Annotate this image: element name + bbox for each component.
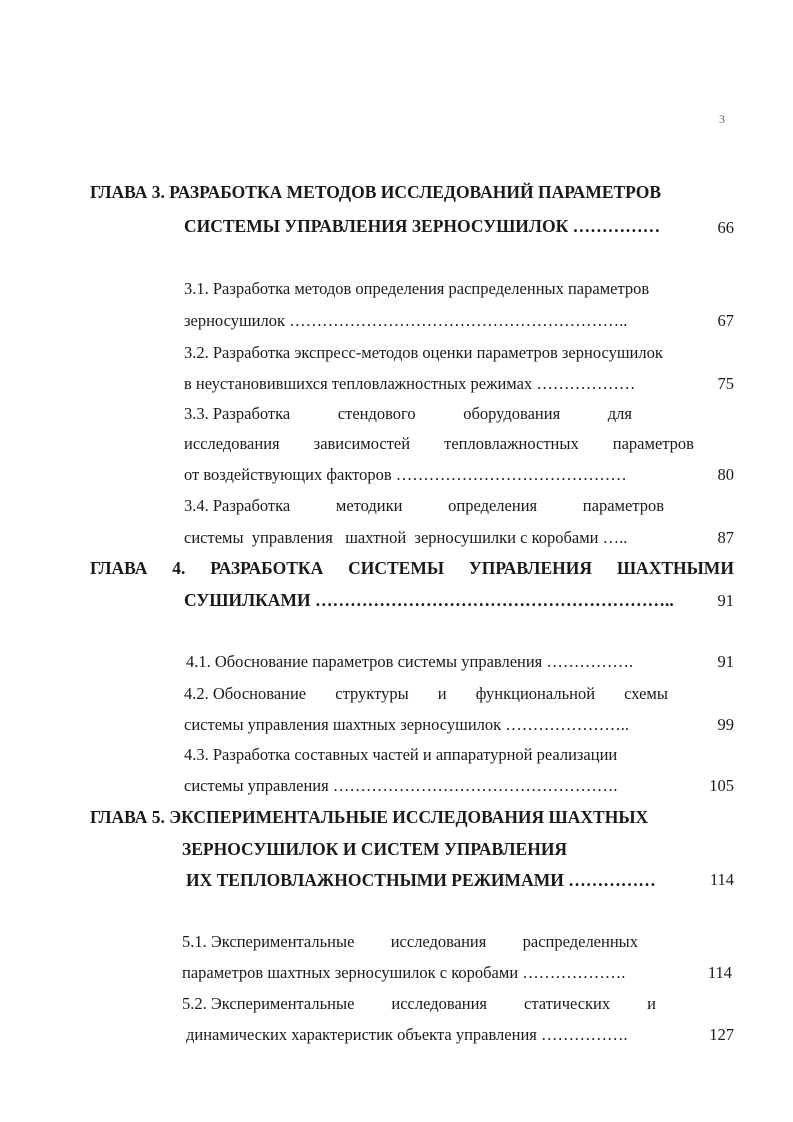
section-3-3-line2-word: тепловлажностных xyxy=(444,434,579,453)
section-5-2-line2: динамических характеристик объекта управления ……………. xyxy=(186,1025,628,1044)
section-3-3-line1-word: для xyxy=(607,404,632,423)
chapter-5-title-line1: ГЛАВА 5. ЭКСПЕРИМЕНТАЛЬНЫЕ ИССЛЕДОВАНИЯ ШАХТНЫХ xyxy=(90,807,649,827)
chapter-5-title-line3: ИХ ТЕПЛОВЛАЖНОСТНЫМИ РЕЖИМАМИ …………… xyxy=(186,870,656,890)
section-3-3-page: 80 xyxy=(717,465,734,484)
section-3-4-line2: системы управления шахтной зерносушилки с коробами ….. xyxy=(184,528,628,547)
section-5-2-page: 127 xyxy=(709,1025,734,1044)
chapter-5-title-line2: ЗЕРНОСУШИЛОК И СИСТЕМ УПРАВЛЕНИЯ xyxy=(182,839,568,859)
section-3-4-line1-word: определения xyxy=(448,496,538,515)
section-4-2-line1-word: функциональной xyxy=(475,684,596,703)
chapter-3-title-line1: ГЛАВА 3. РАЗРАБОТКА МЕТОДОВ ИССЛЕДОВАНИЙ ПАРАМЕТРОВ xyxy=(90,182,662,202)
chapter-4-title-word: 4. xyxy=(172,558,186,578)
section-3-4-page: 87 xyxy=(717,528,734,547)
section-5-2-line1-word: 5.2. Экспериментальные xyxy=(182,994,355,1013)
section-5-1-line1-word: 5.1. Экспериментальные xyxy=(182,932,355,951)
chapter-4-title-word: ГЛАВА xyxy=(90,558,148,578)
section-5-2-line1-word: исследования xyxy=(391,994,488,1013)
section-3-3-line1-word: 3.3. Разработка xyxy=(184,404,291,423)
section-3-3-line2-word: исследования xyxy=(184,434,280,453)
section-3-4-line1-word: методики xyxy=(335,496,403,515)
section-5-2-line1-word: статических xyxy=(524,994,611,1013)
section-3-3-line3: от воздействующих факторов …………………………………… xyxy=(184,465,627,484)
section-5-1-line1-word: исследования xyxy=(390,932,487,951)
section-3-3-line2-word: параметров xyxy=(612,434,694,453)
section-5-2-line1-word: и xyxy=(647,994,656,1013)
section-5-1-line1-word: распределенных xyxy=(522,932,638,951)
section-4-1-page: 91 xyxy=(717,652,734,671)
section-4-2-line1-word: схемы xyxy=(624,684,668,703)
chapter-4-title-word: УПРАВЛЕНИЯ xyxy=(468,558,592,578)
chapter-4-title-line1 xyxy=(90,558,734,579)
section-3-4-line1-word: 3.4. Разработка xyxy=(184,496,291,515)
section-4-2-line2: системы управления шахтных зерносушилок ………………….. xyxy=(184,715,630,734)
section-3-3-line1-word: оборудования xyxy=(463,404,561,423)
section-4-2-line1-word: 4.2. Обоснование xyxy=(184,684,307,703)
section-3-1-page: 67 xyxy=(717,311,734,330)
section-4-1-line1: 4.1. Обоснование параметров системы управления ……………. xyxy=(186,652,634,671)
section-5-1-page: 114 xyxy=(707,963,732,982)
section-4-3-page: 105 xyxy=(709,776,734,795)
chapter-4-title-word: РАЗРАБОТКА xyxy=(210,558,324,578)
chapter-5-page: 114 xyxy=(709,870,734,889)
section-3-2-page: 75 xyxy=(717,374,734,393)
chapter-3-page: 66 xyxy=(717,218,734,237)
section-3-1-line1: 3.1. Разработка методов определения распределенных параметров xyxy=(184,279,650,298)
page-number: 3 xyxy=(719,112,725,126)
section-5-2-line1 xyxy=(182,994,656,1014)
chapter-4-title-word: СИСТЕМЫ xyxy=(348,558,445,578)
section-3-2-line1: 3.2. Разработка экспресс-методов оценки параметров зерносушилок xyxy=(184,343,663,362)
section-3-4-line1 xyxy=(184,496,664,516)
section-5-1-line1 xyxy=(182,932,638,952)
chapter-3-title-line2: СИСТЕМЫ УПРАВЛЕНИЯ ЗЕРНОСУШИЛОК …………… xyxy=(184,216,661,236)
section-4-3-line1: 4.3. Разработка составных частей и аппаратурной реализации xyxy=(184,745,618,764)
chapter-4-title-word: ШАХТНЫМИ xyxy=(616,558,734,578)
section-3-4-line1-word: параметров xyxy=(582,496,664,515)
section-4-2-line1 xyxy=(184,684,668,704)
section-4-3-line2: системы управления ……………………………………………. xyxy=(184,776,618,795)
section-4-2-line1-word: и xyxy=(437,684,447,703)
section-3-3-line2 xyxy=(184,434,694,454)
section-5-1-line2: параметров шахтных зерносушилок с коробами ………………. xyxy=(182,963,626,982)
chapter-4-title-line2: СУШИЛКАМИ …………………………………………………….. xyxy=(184,590,674,610)
section-3-2-line2: в неустановившихся тепловлажностных режимах ……………… xyxy=(184,374,636,393)
section-4-2-page: 99 xyxy=(717,715,734,734)
section-4-2-line1-word: структуры xyxy=(335,684,409,703)
section-3-3-line2-word: зависимостей xyxy=(313,434,411,453)
section-3-3-line1 xyxy=(184,404,632,424)
section-3-3-line1-word: стендового xyxy=(337,404,416,423)
section-3-1-line2: зерносушилок …………………………………………………….. xyxy=(184,311,628,330)
chapter-4-page: 91 xyxy=(717,591,734,610)
